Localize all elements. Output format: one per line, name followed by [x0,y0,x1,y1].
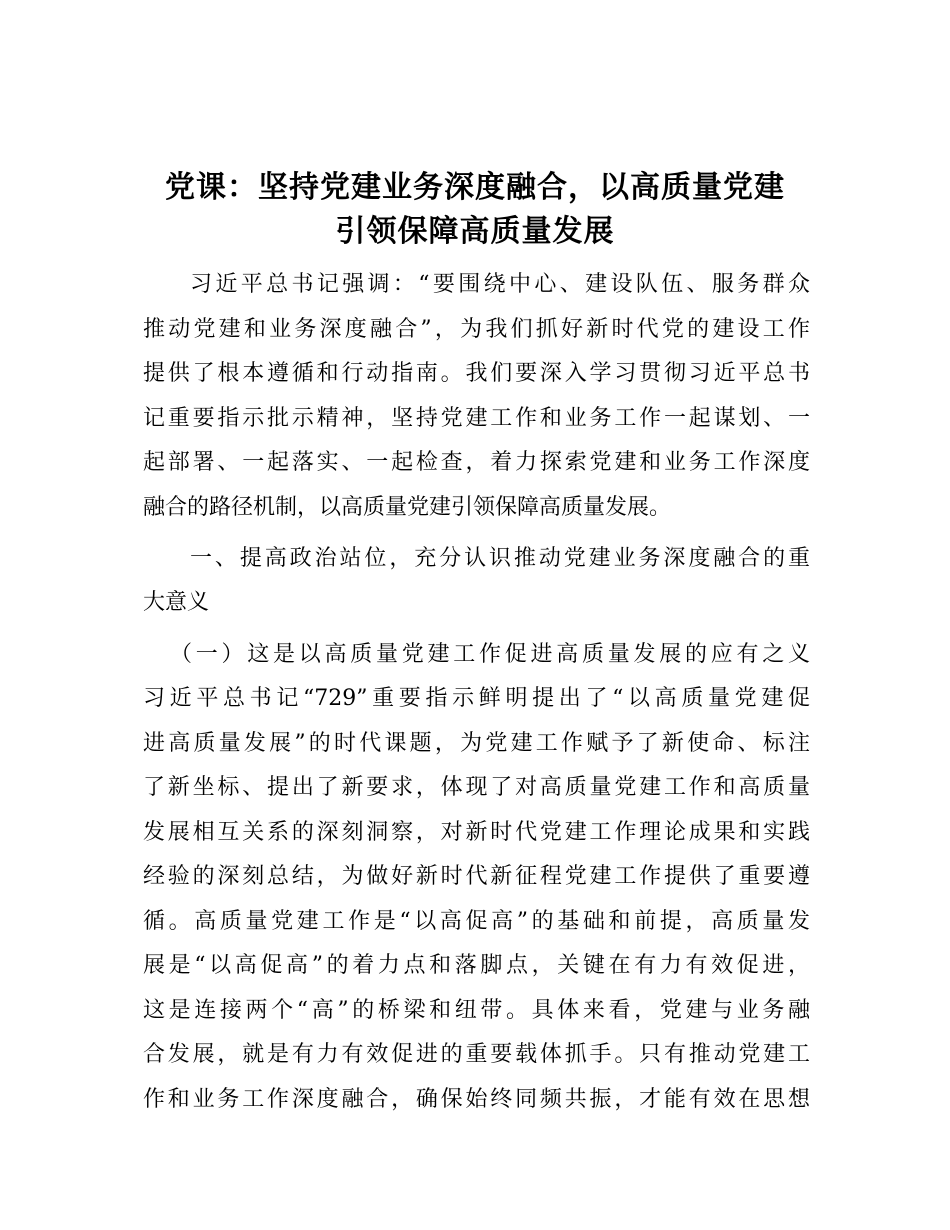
section-heading-line: 大意义 [143,590,210,615]
body-line: 循。高质量党建工作是“以高促高”的基础和前提，高质量发 [143,909,810,934]
body-line: 推动党建和业务深度融合”，为我们抓好新时代党的建设工作 [143,317,810,342]
body-line: 合发展，就是有力有效促进的重要载体抓手。只有推动党建工 [143,1042,810,1067]
body-line: 融合的路径机制，以高质量党建引领保障高质量发展。 [143,495,672,520]
body-line: 经验的深刻总结，为做好新时代新征程党建工作提供了重要遵 [143,864,810,889]
body-line: 展是“以高促高”的着力点和落脚点，关键在有力有效促进， [143,953,810,978]
body-line: 发展相互关系的深刻洞察，对新时代党建工作理论成果和实践 [143,820,810,845]
body-line: 提供了根本遵循和行动指南。我们要深入学习贯彻习近平总书 [143,361,810,386]
body-line: 这是连接两个“高”的桥梁和纽带。具体来看，党建与业务融 [143,998,810,1023]
section-heading-line: 一、提高政治站位，充分认识推动党建业务深度融合的重 [190,546,810,571]
subsection-heading: （一）这是以高质量党建工作促进高质量发展的应有之义 [170,642,810,667]
document-title-line-1: 党课：坚持党建业务深度融合，以高质量党建 [165,170,785,205]
body-line: 作和业务工作深度融合，确保始终同频共振，才能有效在思想 [143,1087,810,1112]
body-line: 习近平总书记强调：“要围绕中心、建设队伍、服务群众 [190,272,810,297]
body-line: 起部署、一起落实、一起检查，着力探索党建和业务工作深度 [143,450,810,475]
body-line: 习近平总书记“729”重要指示鲜明提出了“以高质量党建促 [143,686,810,711]
document-title-line-2: 引领保障高质量发展 [335,214,615,249]
body-line: 进高质量发展”的时代课题，为党建工作赋予了新使命、标注 [143,731,810,756]
body-line: 了新坐标、提出了新要求，体现了对高质量党建工作和高质量 [143,775,810,800]
body-line: 记重要指示批示精神，坚持党建工作和业务工作一起谋划、一 [143,406,810,431]
